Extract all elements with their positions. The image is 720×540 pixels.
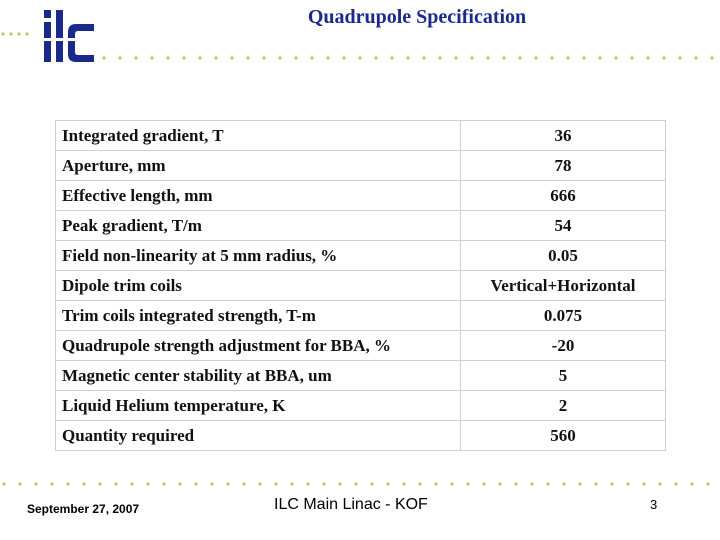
footer-date: September 27, 2007 <box>27 502 140 516</box>
parameter-cell: Aperture, mm <box>56 151 461 181</box>
value-cell: -20 <box>461 331 666 361</box>
parameter-cell: Trim coils integrated strength, T-m <box>56 301 461 331</box>
table-row <box>56 211 666 241</box>
parameter-cell: Field non-linearity at 5 mm radius, % <box>56 241 461 271</box>
table-row <box>56 241 666 271</box>
parameter-cell: Quantity required <box>56 421 461 451</box>
parameter-cell: Liquid Helium temperature, K <box>56 391 461 421</box>
parameter-cell: Magnetic center stability at BBA, um <box>56 361 461 391</box>
parameter-cell: Peak gradient, T/m <box>56 211 461 241</box>
value-cell: 36 <box>461 121 666 151</box>
parameter-cell: Quadrupole strength adjustment for BBA, % <box>56 331 461 361</box>
value-cell: 0.05 <box>461 241 666 271</box>
value-cell: 560 <box>461 421 666 451</box>
table-row <box>56 301 666 331</box>
decorative-dots-bottom <box>0 480 720 488</box>
value-cell: 54 <box>461 211 666 241</box>
table-row <box>56 391 666 421</box>
table-row <box>56 421 666 451</box>
parameter-cell: Effective length, mm <box>56 181 461 211</box>
value-cell: 5 <box>461 361 666 391</box>
parameter-cell: Integrated gradient, T <box>56 121 461 151</box>
page-number: 3 <box>650 497 658 512</box>
decorative-dots-top-left <box>0 30 40 38</box>
table-row <box>56 331 666 361</box>
table-row <box>56 181 666 211</box>
value-cell: 666 <box>461 181 666 211</box>
value-cell: 0.075 <box>461 301 666 331</box>
value-cell: 2 <box>461 391 666 421</box>
table-row <box>56 151 666 181</box>
specification-table <box>55 120 666 451</box>
table-row <box>56 271 666 301</box>
table-row <box>56 121 666 151</box>
footer-title: ILC Main Linac - KOF <box>274 496 428 513</box>
value-cell: Vertical+Horizontal <box>461 271 666 301</box>
parameter-cell: Dipole trim coils <box>56 271 461 301</box>
table-row <box>56 361 666 391</box>
decorative-dots-top <box>100 54 716 62</box>
page-title: Quadrupole Specification <box>307 6 527 28</box>
value-cell: 78 <box>461 151 666 181</box>
